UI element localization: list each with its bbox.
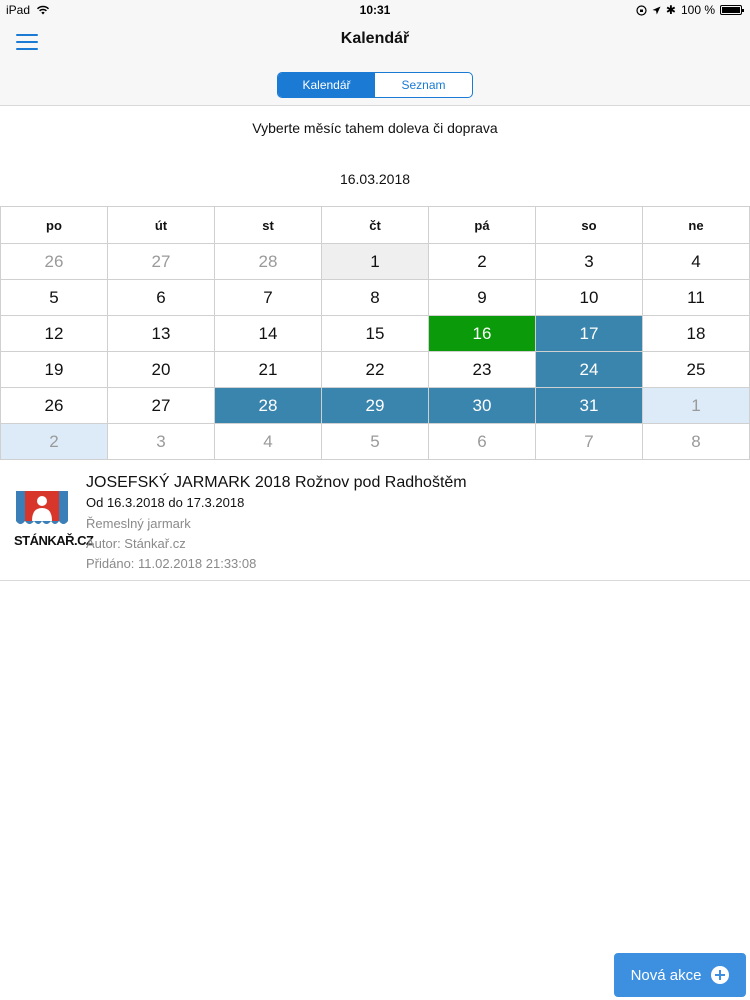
calendar-day-next-month[interactable]: 1 bbox=[643, 388, 750, 423]
calendar-day-event[interactable]: 28 bbox=[215, 388, 322, 423]
calendar-day[interactable]: 2 bbox=[429, 244, 536, 279]
calendar-day-event[interactable]: 17 bbox=[536, 316, 643, 351]
calendar-day[interactable]: 27 bbox=[108, 244, 215, 279]
orientation-lock-icon bbox=[636, 5, 647, 16]
event-category: Řemeslný jarmark bbox=[86, 516, 191, 531]
selected-date: 16.03.2018 bbox=[339, 171, 411, 187]
calendar-day[interactable]: 22 bbox=[322, 352, 429, 387]
weekday-header-row bbox=[0, 207, 750, 244]
page-title: Kalendář bbox=[340, 30, 410, 47]
calendar-day[interactable]: 1 bbox=[322, 244, 429, 279]
calendar-day[interactable]: 26 bbox=[0, 388, 108, 423]
calendar-week-row bbox=[0, 424, 750, 460]
calendar-day[interactable]: 12 bbox=[0, 316, 108, 351]
calendar-day[interactable]: 6 bbox=[108, 280, 215, 315]
calendar-day[interactable]: 5 bbox=[0, 280, 108, 315]
weekday-label: čt bbox=[322, 207, 429, 243]
calendar-day[interactable]: 15 bbox=[322, 316, 429, 351]
swipe-instruction: Vyberte měsíc tahem doleva či doprava bbox=[252, 120, 498, 136]
event-list-item[interactable] bbox=[0, 463, 750, 581]
calendar-grid bbox=[0, 206, 750, 460]
calendar-day[interactable]: 27 bbox=[108, 388, 215, 423]
calendar-week-row bbox=[0, 352, 750, 388]
calendar-week-row bbox=[0, 388, 750, 424]
weekday-label: pá bbox=[429, 207, 536, 243]
weekday-label: po bbox=[0, 207, 108, 243]
calendar-day[interactable]: 20 bbox=[108, 352, 215, 387]
calendar-day[interactable]: 4 bbox=[215, 424, 322, 459]
calendar-day[interactable]: 3 bbox=[108, 424, 215, 459]
calendar-day-next-month[interactable]: 2 bbox=[0, 424, 108, 459]
status-right bbox=[636, 3, 742, 17]
battery-percent: 100 % bbox=[680, 3, 715, 17]
tab-calendar[interactable]: Kalendář bbox=[278, 73, 375, 97]
battery-icon bbox=[720, 5, 742, 15]
calendar-week-row bbox=[0, 316, 750, 352]
calendar-day[interactable]: 10 bbox=[536, 280, 643, 315]
nav-header bbox=[0, 20, 750, 106]
event-author: Autor: Stánkař.cz bbox=[86, 536, 186, 551]
calendar-day[interactable]: 19 bbox=[0, 352, 108, 387]
calendar-day[interactable]: 8 bbox=[322, 280, 429, 315]
bluetooth-icon: ✱ bbox=[665, 3, 676, 17]
stankar-logo-icon bbox=[16, 491, 68, 527]
location-icon bbox=[652, 6, 661, 15]
calendar-day-event[interactable]: 31 bbox=[536, 388, 643, 423]
calendar-day[interactable]: 8 bbox=[643, 424, 750, 459]
calendar-day[interactable]: 7 bbox=[536, 424, 643, 459]
device-label: iPad bbox=[6, 3, 31, 17]
weekday-label: st bbox=[215, 207, 322, 243]
weekday-label: út bbox=[108, 207, 215, 243]
weekday-label: ne bbox=[643, 207, 750, 243]
calendar-day-event[interactable]: 24 bbox=[536, 352, 643, 387]
calendar-day[interactable]: 28 bbox=[215, 244, 322, 279]
new-event-button[interactable] bbox=[614, 953, 746, 997]
calendar-day[interactable]: 9 bbox=[429, 280, 536, 315]
plus-circle-icon bbox=[711, 966, 729, 984]
tab-list[interactable]: Seznam bbox=[401, 78, 446, 92]
calendar-week-row bbox=[0, 280, 750, 316]
calendar-day[interactable]: 5 bbox=[322, 424, 429, 459]
event-dates: Od 16.3.2018 do 17.3.2018 bbox=[86, 495, 245, 510]
calendar-day-selected[interactable]: 16 bbox=[429, 316, 536, 351]
calendar-day[interactable]: 3 bbox=[536, 244, 643, 279]
calendar-week-row bbox=[0, 244, 750, 280]
event-added: Přidáno: 11.02.2018 21:33:08 bbox=[86, 556, 257, 571]
new-event-label: Nová akce bbox=[630, 966, 702, 984]
view-switch bbox=[277, 72, 473, 98]
event-title: JOSEFSKÝ JARMARK 2018 Rožnov pod Radhoštěm bbox=[86, 474, 467, 491]
event-logo bbox=[14, 491, 94, 553]
calendar-day[interactable]: 14 bbox=[215, 316, 322, 351]
calendar-day[interactable]: 26 bbox=[0, 244, 108, 279]
calendar-day-event[interactable]: 29 bbox=[322, 388, 429, 423]
calendar-day[interactable]: 18 bbox=[643, 316, 750, 351]
weekday-label: so bbox=[536, 207, 643, 243]
calendar-day-event[interactable]: 30 bbox=[429, 388, 536, 423]
calendar-day[interactable]: 21 bbox=[215, 352, 322, 387]
calendar-day[interactable]: 6 bbox=[429, 424, 536, 459]
calendar-day[interactable]: 13 bbox=[108, 316, 215, 351]
calendar-day[interactable]: 4 bbox=[643, 244, 750, 279]
status-bar bbox=[0, 0, 750, 20]
calendar-day[interactable]: 11 bbox=[643, 280, 750, 315]
logo-text: STÁNKAŘ.CZ bbox=[14, 533, 94, 548]
status-time: 10:31 bbox=[359, 3, 391, 17]
calendar-day[interactable]: 7 bbox=[215, 280, 322, 315]
calendar-day[interactable]: 23 bbox=[429, 352, 536, 387]
calendar-day[interactable]: 25 bbox=[643, 352, 750, 387]
